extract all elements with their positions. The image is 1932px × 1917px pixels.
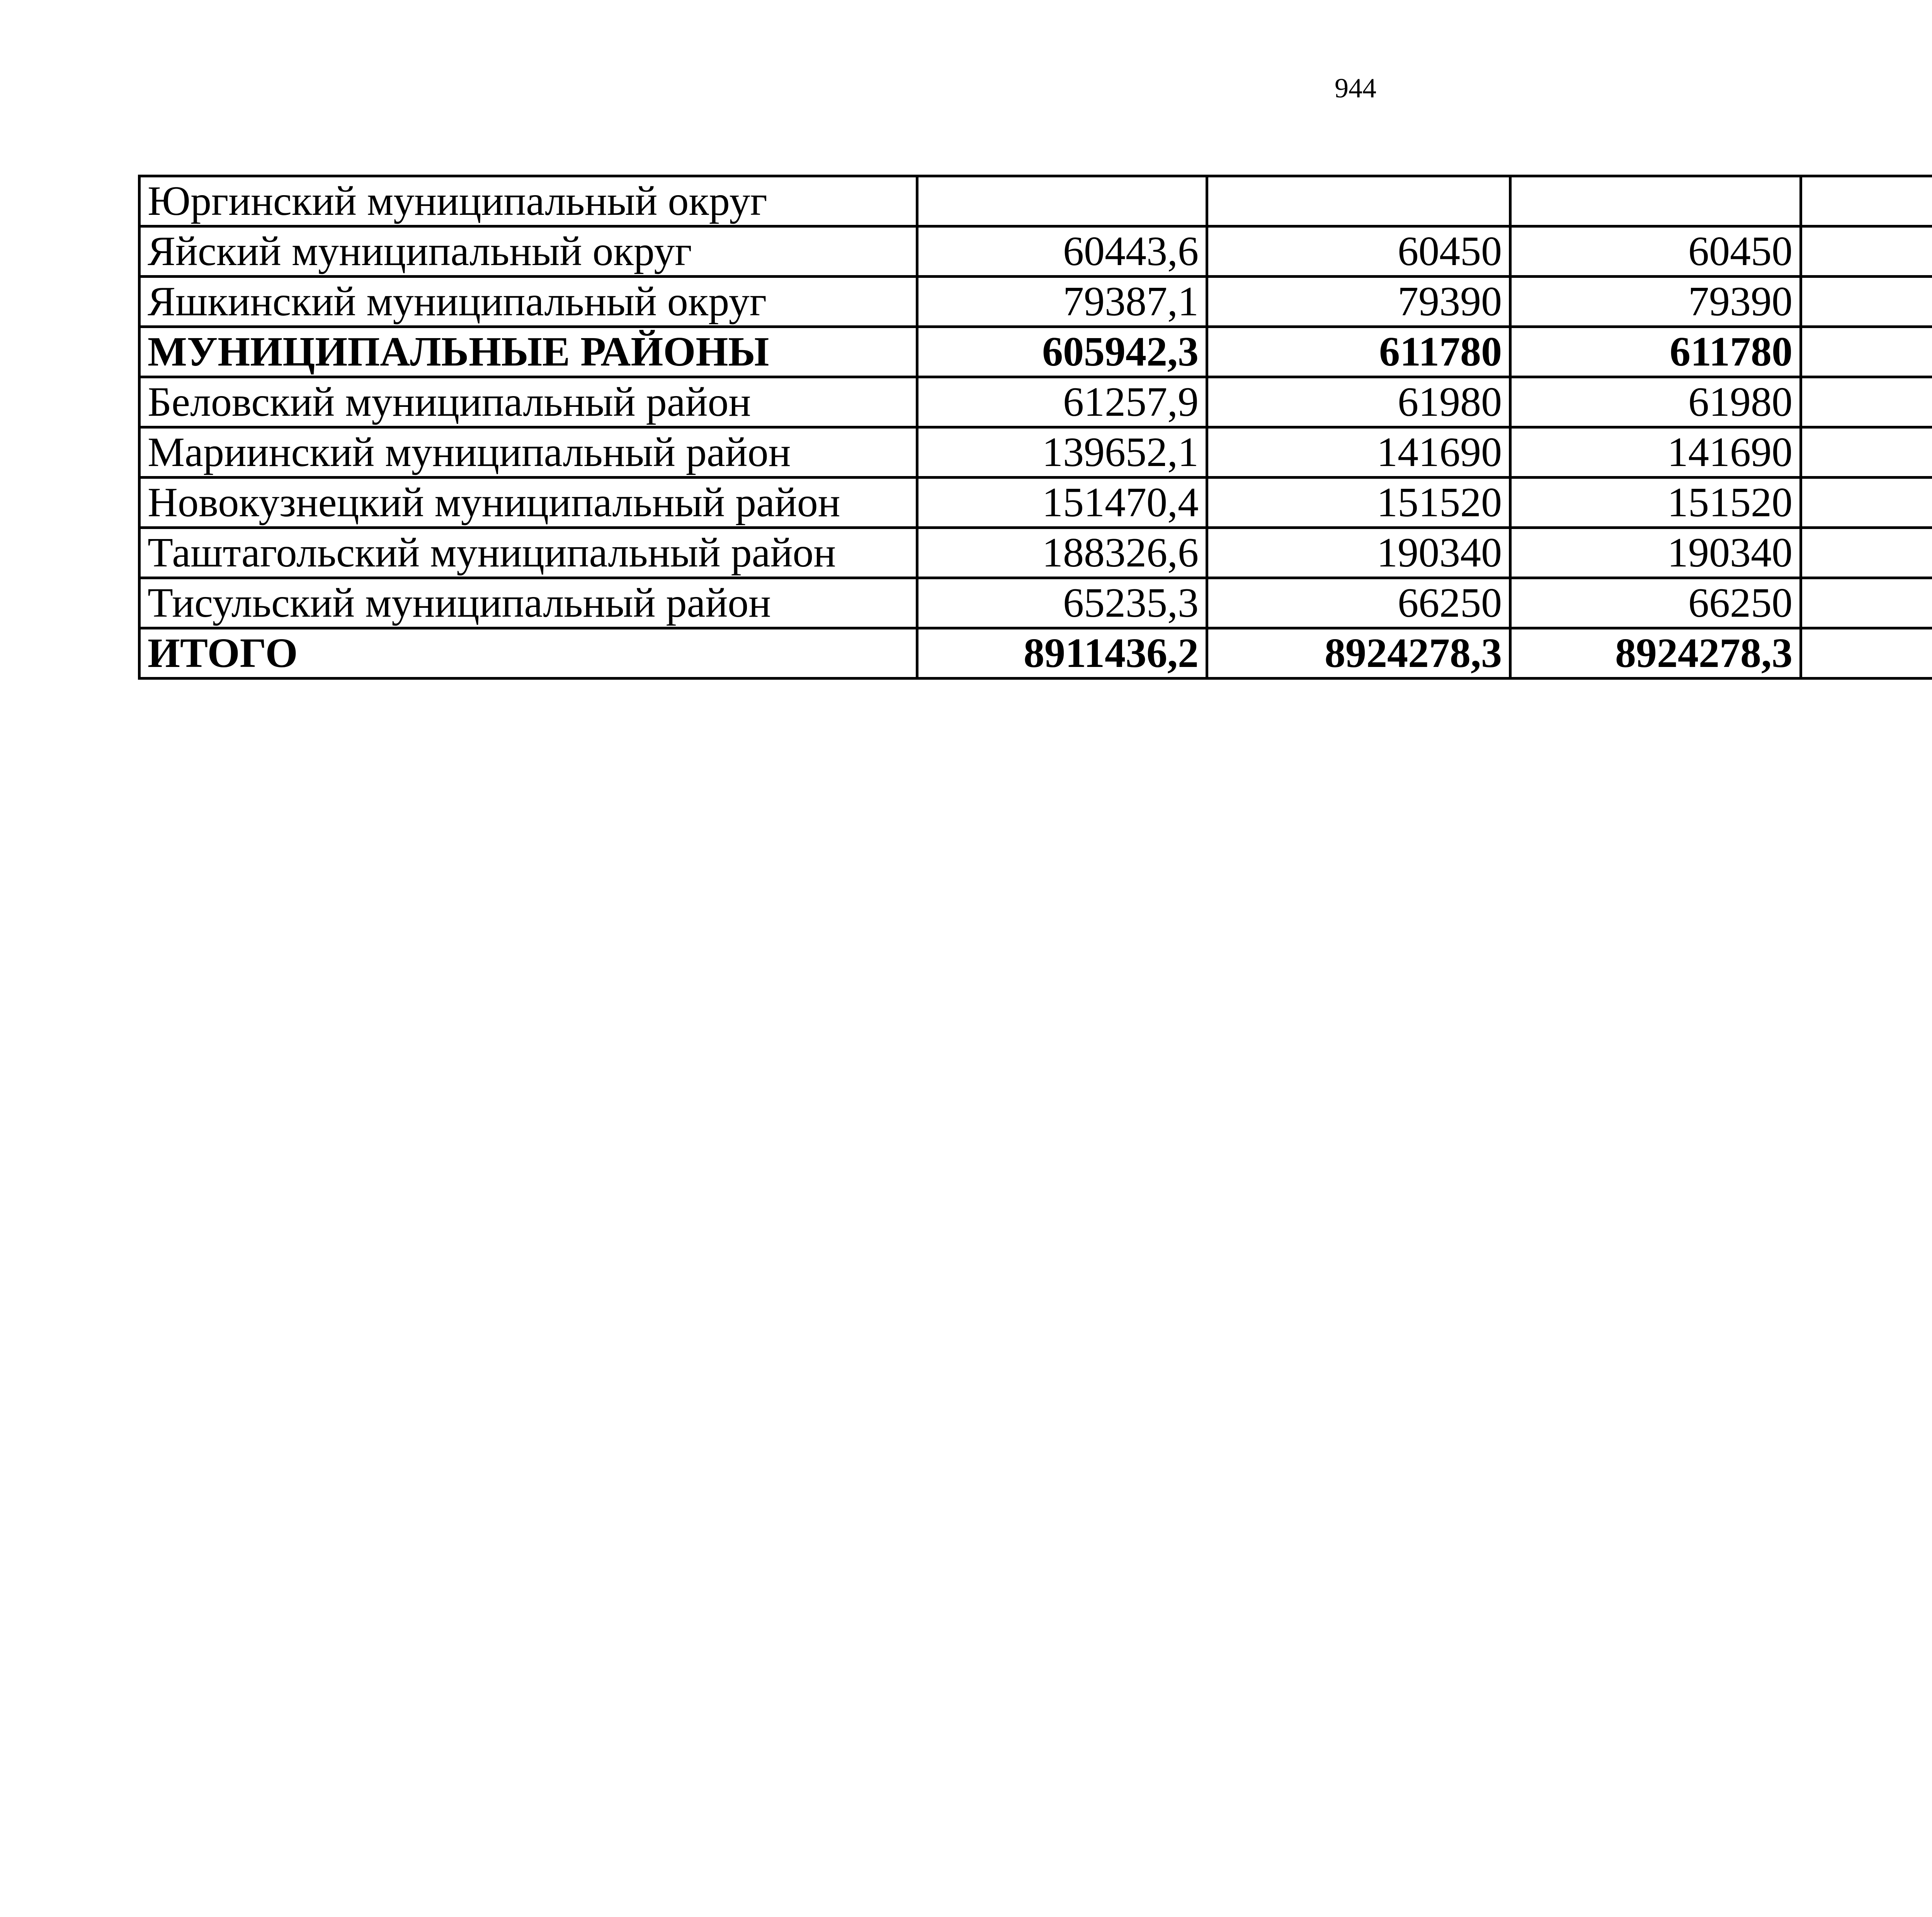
table-row — [139, 226, 1932, 277]
value-cell-1: 60443,6 — [917, 226, 1207, 277]
value-cell-2: 8924278,3 — [1207, 628, 1510, 679]
value-cell-3 — [1510, 176, 1801, 226]
municipality-name-cell: Юргинский муниципальный округ — [139, 176, 917, 226]
municipality-name-cell: Яшкинский муниципальный округ — [139, 277, 917, 327]
value-cell-1: 151470,4 — [917, 478, 1207, 528]
value-cell-4 — [1801, 176, 1932, 226]
value-cell-1: 8911436,2 — [917, 628, 1207, 679]
value-cell-3: 141690 — [1510, 427, 1801, 478]
value-cell-4 — [1801, 327, 1932, 377]
value-cell-2: 611780 — [1207, 327, 1510, 377]
section-total-row — [139, 327, 1932, 377]
value-cell-2: 190340 — [1207, 528, 1510, 578]
value-cell-3: 66250 — [1510, 578, 1801, 628]
value-cell-4 — [1801, 226, 1932, 277]
value-cell-4 — [1801, 478, 1932, 528]
grand-total-row — [139, 628, 1932, 679]
value-cell-1: 605942,3 — [917, 327, 1207, 377]
value-cell-2: 151520 — [1207, 478, 1510, 528]
value-cell-3: 8924278,3 — [1510, 628, 1801, 679]
value-cell-1: 65235,3 — [917, 578, 1207, 628]
value-cell-1: 61257,9 — [917, 377, 1207, 427]
value-cell-4 — [1801, 277, 1932, 327]
value-cell-2: 66250 — [1207, 578, 1510, 628]
table-row — [139, 478, 1932, 528]
value-cell-1 — [917, 176, 1207, 226]
value-cell-3: 190340 — [1510, 528, 1801, 578]
page-number: 944 — [1335, 73, 1376, 104]
value-cell-2: 61980 — [1207, 377, 1510, 427]
value-cell-3: 611780 — [1510, 327, 1801, 377]
value-cell-4 — [1801, 528, 1932, 578]
table-row — [139, 578, 1932, 628]
value-cell-1: 139652,1 — [917, 427, 1207, 478]
total-label-cell: ИТОГО — [139, 628, 917, 679]
value-cell-3: 151520 — [1510, 478, 1801, 528]
value-cell-4 — [1801, 377, 1932, 427]
budget-table — [138, 175, 1932, 680]
value-cell-4 — [1801, 578, 1932, 628]
table-row — [139, 176, 1932, 226]
municipality-name-cell: Мариинский муниципальный район — [139, 427, 917, 478]
table-row — [139, 427, 1932, 478]
value-cell-3: 60450 — [1510, 226, 1801, 277]
municipality-name-cell: Яйский муниципальный округ — [139, 226, 917, 277]
section-heading-cell: МУНИЦИПАЛЬНЫЕ РАЙОНЫ — [139, 327, 917, 377]
table-row — [139, 377, 1932, 427]
municipality-name-cell: Таштагольский муниципальный район — [139, 528, 917, 578]
value-cell-4 — [1801, 427, 1932, 478]
value-cell-1: 79387,1 — [917, 277, 1207, 327]
value-cell-2: 60450 — [1207, 226, 1510, 277]
municipality-name-cell: Тисульский муниципальный район — [139, 578, 917, 628]
value-cell-1: 188326,6 — [917, 528, 1207, 578]
value-cell-2: 79390 — [1207, 277, 1510, 327]
table-row — [139, 528, 1932, 578]
value-cell-4 — [1801, 628, 1932, 679]
table-row — [139, 277, 1932, 327]
municipality-name-cell: Беловский муниципальный район — [139, 377, 917, 427]
value-cell-3: 79390 — [1510, 277, 1801, 327]
value-cell-2 — [1207, 176, 1510, 226]
municipality-name-cell: Новокузнецкий муниципальный район — [139, 478, 917, 528]
value-cell-3: 61980 — [1510, 377, 1801, 427]
value-cell-2: 141690 — [1207, 427, 1510, 478]
